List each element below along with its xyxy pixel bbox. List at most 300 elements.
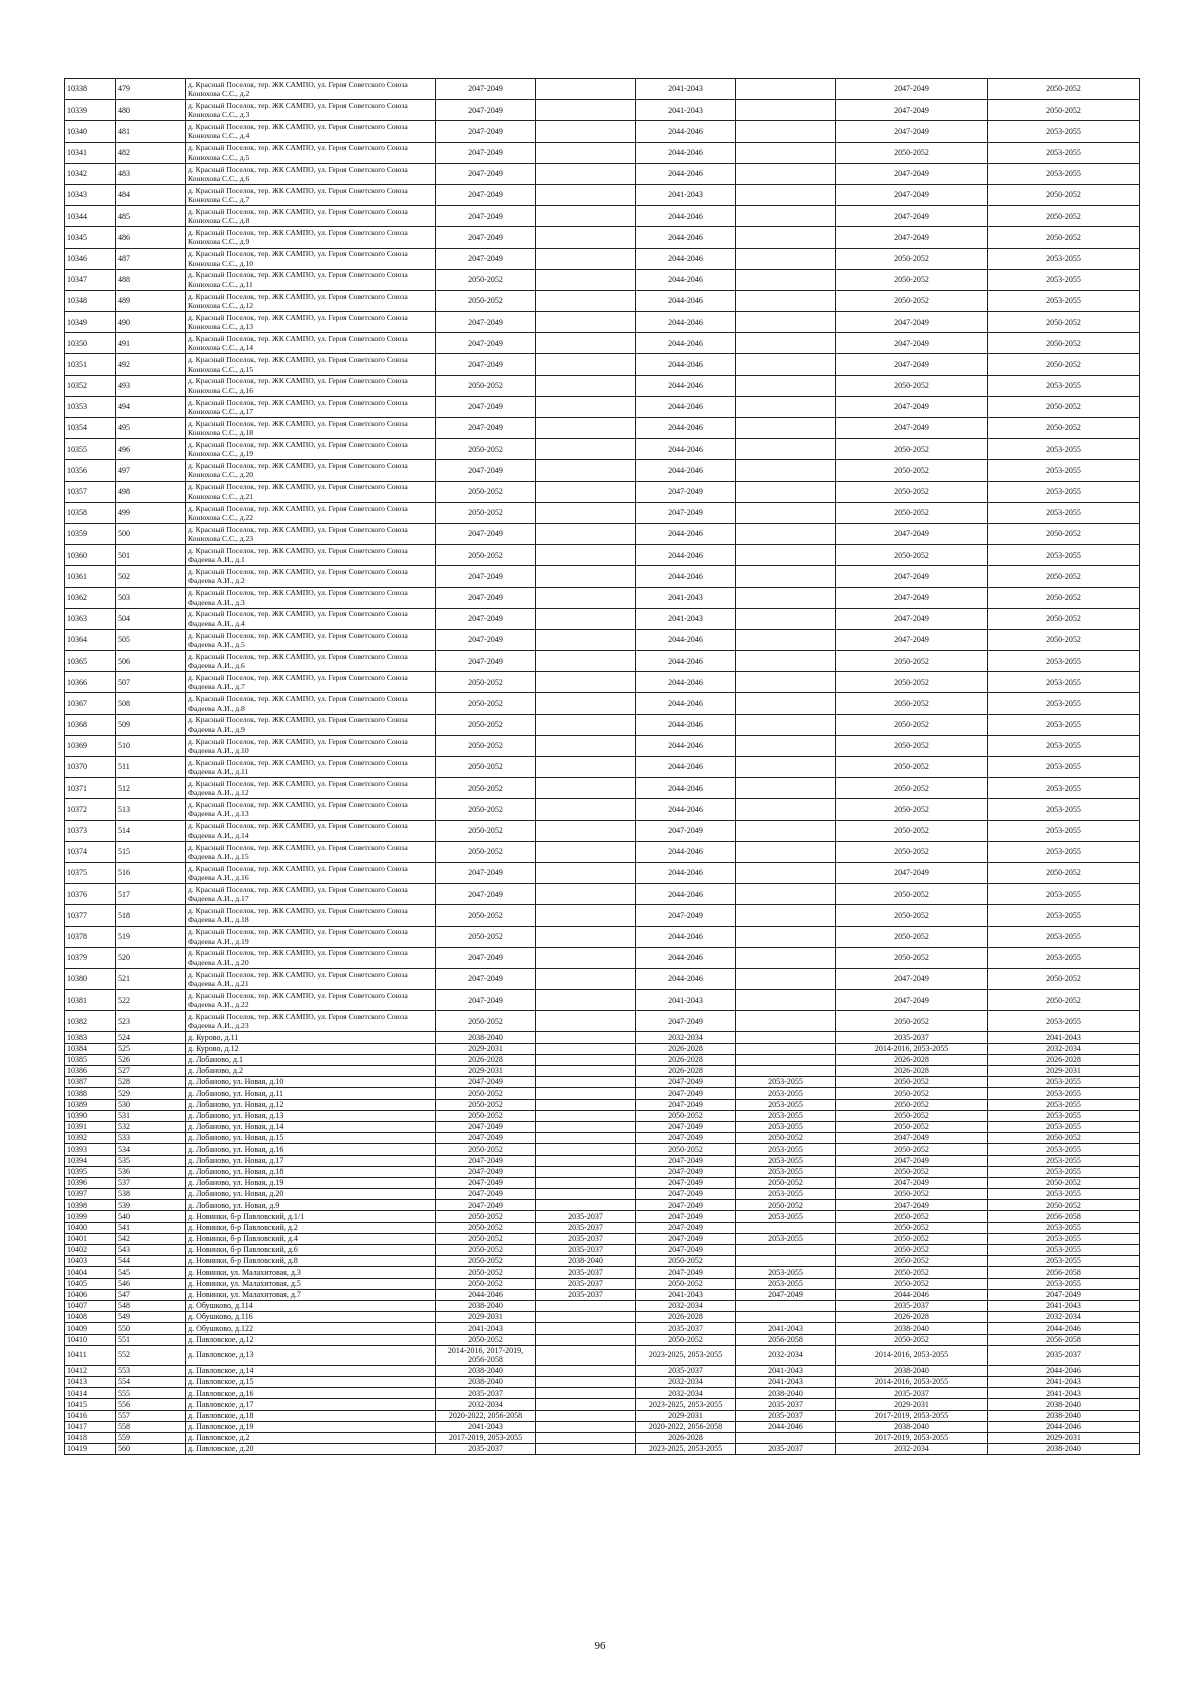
cell-period-e: 2047-2049 xyxy=(836,990,988,1011)
cell-item-number: 541 xyxy=(116,1222,186,1233)
cell-period-b xyxy=(536,1388,636,1399)
cell-period-e: 2014-2016, 2053-2055 xyxy=(836,1377,988,1388)
cell-item-number: 502 xyxy=(116,566,186,587)
table-row xyxy=(65,1444,1140,1455)
cell-row-number: 10402 xyxy=(65,1245,116,1256)
cell-period-f: 2053-2055 xyxy=(988,735,1140,756)
cell-item-number: 537 xyxy=(116,1177,186,1188)
cell-period-e: 2047-2049 xyxy=(836,100,988,121)
cell-item-number: 551 xyxy=(116,1334,186,1345)
cell-period-a: 2047-2049 xyxy=(436,629,536,650)
cell-period-b xyxy=(536,672,636,693)
cell-period-d xyxy=(736,227,836,248)
cell-period-a: 2029-2031 xyxy=(436,1312,536,1323)
cell-period-b xyxy=(536,990,636,1011)
cell-period-b xyxy=(536,206,636,227)
cell-period-a: 2050-2052 xyxy=(436,290,536,311)
cell-period-e: 2050-2052 xyxy=(836,1334,988,1345)
table-row xyxy=(65,481,1140,502)
cell-period-e: 2050-2052 xyxy=(836,778,988,799)
cell-period-a: 2050-2052 xyxy=(436,905,536,926)
cell-period-c: 2044-2046 xyxy=(636,163,736,184)
cell-period-e: 2050-2052 xyxy=(836,1267,988,1278)
cell-period-c: 2047-2049 xyxy=(636,1233,736,1244)
cell-period-e: 2050-2052 xyxy=(836,1211,988,1222)
cell-period-d: 2038-2040 xyxy=(736,1388,836,1399)
cell-period-d xyxy=(736,1300,836,1311)
cell-period-c: 2041-2043 xyxy=(636,184,736,205)
cell-period-a: 2047-2049 xyxy=(436,608,536,629)
cell-period-e: 2050-2052 xyxy=(836,714,988,735)
cell-item-number: 528 xyxy=(116,1077,186,1088)
table-row xyxy=(65,968,1140,989)
cell-period-c: 2047-2049 xyxy=(636,1088,736,1099)
cell-period-c: 2041-2043 xyxy=(636,990,736,1011)
cell-item-number: 553 xyxy=(116,1365,186,1376)
cell-address: д. Красный Поселок, тер. ЖК САМПО, ул. Героя Советского Союза Фадеева А.И., д.22 xyxy=(186,990,436,1011)
cell-period-e: 2047-2049 xyxy=(836,227,988,248)
table-row xyxy=(65,79,1140,100)
cell-period-b xyxy=(536,1323,636,1334)
cell-address: д. Павловское, д.19 xyxy=(186,1421,436,1432)
cell-row-number: 10412 xyxy=(65,1365,116,1376)
cell-period-c: 2047-2049 xyxy=(636,1177,736,1188)
cell-row-number: 10346 xyxy=(65,248,116,269)
cell-period-a: 2050-2052 xyxy=(436,1222,536,1233)
cell-row-number: 10394 xyxy=(65,1155,116,1166)
cell-period-f: 2050-2052 xyxy=(988,587,1140,608)
cell-period-a: 2047-2049 xyxy=(436,1121,536,1132)
table-row xyxy=(65,1110,1140,1121)
cell-period-d: 2053-2055 xyxy=(736,1110,836,1121)
table-row xyxy=(65,1433,1140,1444)
cell-period-e: 2050-2052 xyxy=(836,1144,988,1155)
cell-period-f: 2053-2055 xyxy=(988,290,1140,311)
cell-period-b xyxy=(536,1066,636,1077)
cell-period-b xyxy=(536,375,636,396)
cell-period-b xyxy=(536,439,636,460)
cell-period-a: 2050-2052 xyxy=(436,693,536,714)
cell-address: д. Красный Поселок, тер. ЖК САМПО, ул. Героя Советского Союза Конюхова С.С., д.14 xyxy=(186,333,436,354)
cell-period-b xyxy=(536,714,636,735)
cell-period-c: 2044-2046 xyxy=(636,206,736,227)
cell-period-d: 2053-2055 xyxy=(736,1189,836,1200)
cell-period-a: 2026-2028 xyxy=(436,1054,536,1065)
cell-row-number: 10384 xyxy=(65,1043,116,1054)
cell-period-d xyxy=(736,375,836,396)
table-row xyxy=(65,354,1140,375)
cell-period-e: 2047-2049 xyxy=(836,587,988,608)
cell-item-number: 506 xyxy=(116,651,186,672)
cell-row-number: 10376 xyxy=(65,884,116,905)
table-row xyxy=(65,1088,1140,1099)
cell-address: д. Лобаново, ул. Новая, д.12 xyxy=(186,1099,436,1110)
cell-item-number: 496 xyxy=(116,439,186,460)
cell-period-c: 2047-2049 xyxy=(636,1166,736,1177)
cell-period-c: 2047-2049 xyxy=(636,1133,736,1144)
cell-row-number: 10361 xyxy=(65,566,116,587)
cell-period-f: 2053-2055 xyxy=(988,545,1140,566)
cell-row-number: 10392 xyxy=(65,1133,116,1144)
cell-period-b: 2035-2037 xyxy=(536,1245,636,1256)
cell-period-f: 2053-2055 xyxy=(988,1121,1140,1132)
cell-period-a: 2050-2052 xyxy=(436,1233,536,1244)
cell-item-number: 557 xyxy=(116,1410,186,1421)
cell-period-f: 2053-2055 xyxy=(988,460,1140,481)
cell-period-f: 2050-2052 xyxy=(988,100,1140,121)
cell-period-d xyxy=(736,1032,836,1043)
cell-period-a: 2050-2052 xyxy=(436,1334,536,1345)
table-row xyxy=(65,1300,1140,1311)
cell-row-number: 10399 xyxy=(65,1211,116,1222)
cell-address: д. Красный Поселок, тер. ЖК САМПО, ул. Героя Советского Союза Фадеева А.И., д.13 xyxy=(186,799,436,820)
cell-period-a: 2047-2049 xyxy=(436,1177,536,1188)
cell-period-b: 2035-2037 xyxy=(536,1211,636,1222)
cell-period-a: 2050-2052 xyxy=(436,502,536,523)
cell-period-e: 2050-2052 xyxy=(836,820,988,841)
cell-period-b xyxy=(536,1166,636,1177)
cell-period-b xyxy=(536,1121,636,1132)
cell-period-c: 2047-2049 xyxy=(636,1245,736,1256)
table-row xyxy=(65,1334,1140,1345)
cell-address: д. Обушково, д.114 xyxy=(186,1300,436,1311)
cell-period-c: 2044-2046 xyxy=(636,121,736,142)
cell-item-number: 484 xyxy=(116,184,186,205)
cell-period-e: 2050-2052 xyxy=(836,1077,988,1088)
cell-period-f: 2032-2034 xyxy=(988,1043,1140,1054)
table-row xyxy=(65,545,1140,566)
cell-period-a: 2047-2049 xyxy=(436,1155,536,1166)
cell-row-number: 10348 xyxy=(65,290,116,311)
cell-row-number: 10368 xyxy=(65,714,116,735)
cell-period-d: 2041-2043 xyxy=(736,1365,836,1376)
table-row xyxy=(65,1421,1140,1432)
cell-period-f: 2053-2055 xyxy=(988,439,1140,460)
cell-address: д. Лобаново, ул. Новая, д.14 xyxy=(186,1121,436,1132)
cell-period-e: 2050-2052 xyxy=(836,1222,988,1233)
cell-item-number: 535 xyxy=(116,1155,186,1166)
cell-row-number: 10359 xyxy=(65,523,116,544)
cell-period-e: 2044-2046 xyxy=(836,1289,988,1300)
cell-item-number: 552 xyxy=(116,1345,186,1365)
cell-period-d xyxy=(736,481,836,502)
cell-period-f: 2050-2052 xyxy=(988,354,1140,375)
cell-period-f: 2053-2055 xyxy=(988,1155,1140,1166)
cell-period-b xyxy=(536,481,636,502)
table-row xyxy=(65,163,1140,184)
cell-period-b xyxy=(536,312,636,333)
cell-item-number: 519 xyxy=(116,926,186,947)
cell-row-number: 10366 xyxy=(65,672,116,693)
cell-period-e: 2050-2052 xyxy=(836,841,988,862)
cell-period-c: 2047-2049 xyxy=(636,820,736,841)
cell-period-f: 2053-2055 xyxy=(988,1144,1140,1155)
cell-address: д. Красный Поселок, тер. ЖК САМПО, ул. Героя Советского Союза Конюхова С.С., д.5 xyxy=(186,142,436,163)
table-row xyxy=(65,820,1140,841)
cell-period-a: 2035-2037 xyxy=(436,1388,536,1399)
cell-period-c: 2023-2025, 2053-2055 xyxy=(636,1345,736,1365)
table-row xyxy=(65,1211,1140,1222)
table-row xyxy=(65,651,1140,672)
cell-period-c: 2020-2022, 2056-2058 xyxy=(636,1421,736,1432)
cell-period-e: 2017-2019, 2053-2055 xyxy=(836,1410,988,1421)
cell-period-d xyxy=(736,651,836,672)
cell-period-d xyxy=(736,1256,836,1267)
cell-period-d: 2047-2049 xyxy=(736,1289,836,1300)
cell-item-number: 487 xyxy=(116,248,186,269)
cell-address: д. Лобаново, ул. Новая, д.9 xyxy=(186,1200,436,1211)
cell-period-a: 2050-2052 xyxy=(436,269,536,290)
cell-period-d xyxy=(736,184,836,205)
cell-row-number: 10338 xyxy=(65,79,116,100)
cell-period-f: 2050-2052 xyxy=(988,418,1140,439)
cell-address: д. Обушково, д.116 xyxy=(186,1312,436,1323)
cell-period-c: 2044-2046 xyxy=(636,841,736,862)
cell-period-b xyxy=(536,735,636,756)
cell-address: д. Красный Поселок, тер. ЖК САМПО, ул. Героя Советского Союза Конюхова С.С., д.9 xyxy=(186,227,436,248)
cell-period-e: 2050-2052 xyxy=(836,1110,988,1121)
cell-item-number: 512 xyxy=(116,778,186,799)
cell-period-b xyxy=(536,1133,636,1144)
cell-period-d xyxy=(736,163,836,184)
cell-row-number: 10396 xyxy=(65,1177,116,1188)
cell-period-b xyxy=(536,757,636,778)
cell-period-e: 2050-2052 xyxy=(836,735,988,756)
cell-address: д. Красный Поселок, тер. ЖК САМПО, ул. Героя Советского Союза Фадеева А.И., д.5 xyxy=(186,629,436,650)
cell-period-c: 2047-2049 xyxy=(636,1011,736,1032)
cell-period-c: 2044-2046 xyxy=(636,629,736,650)
cell-item-number: 491 xyxy=(116,333,186,354)
cell-period-e: 2047-2049 xyxy=(836,523,988,544)
cell-period-b xyxy=(536,1200,636,1211)
table-row xyxy=(65,778,1140,799)
cell-row-number: 10416 xyxy=(65,1410,116,1421)
cell-period-d: 2041-2043 xyxy=(736,1323,836,1334)
cell-period-c: 2044-2046 xyxy=(636,375,736,396)
cell-address: д. Красный Поселок, тер. ЖК САМПО, ул. Героя Советского Союза Конюхова С.С., д.22 xyxy=(186,502,436,523)
cell-period-d xyxy=(736,1245,836,1256)
cell-period-e: 2050-2052 xyxy=(836,1099,988,1110)
cell-period-b xyxy=(536,121,636,142)
cell-period-f: 2053-2055 xyxy=(988,714,1140,735)
cell-period-d xyxy=(736,1011,836,1032)
cell-period-a: 2050-2052 xyxy=(436,481,536,502)
cell-period-b: 2035-2037 xyxy=(536,1233,636,1244)
cell-period-d xyxy=(736,290,836,311)
cell-period-e: 2050-2052 xyxy=(836,502,988,523)
cell-period-f: 2053-2055 xyxy=(988,799,1140,820)
table-row xyxy=(65,1144,1140,1155)
cell-item-number: 498 xyxy=(116,481,186,502)
cell-period-c: 2041-2043 xyxy=(636,100,736,121)
cell-row-number: 10355 xyxy=(65,439,116,460)
cell-period-e: 2047-2049 xyxy=(836,1200,988,1211)
table-row xyxy=(65,1345,1140,1365)
cell-period-f: 2053-2055 xyxy=(988,672,1140,693)
cell-period-b xyxy=(536,799,636,820)
table-row xyxy=(65,1155,1140,1166)
cell-period-a: 2038-2040 xyxy=(436,1032,536,1043)
cell-item-number: 530 xyxy=(116,1099,186,1110)
cell-row-number: 10413 xyxy=(65,1377,116,1388)
cell-period-f: 2050-2052 xyxy=(988,333,1140,354)
cell-address: д. Красный Поселок, тер. ЖК САМПО, ул. Героя Советского Союза Фадеева А.И., д.21 xyxy=(186,968,436,989)
cell-item-number: 480 xyxy=(116,100,186,121)
cell-period-d: 2053-2055 xyxy=(736,1121,836,1132)
table-row xyxy=(65,121,1140,142)
cell-period-a: 2020-2022, 2056-2058 xyxy=(436,1410,536,1421)
cell-period-e: 2047-2049 xyxy=(836,333,988,354)
cell-period-b: 2035-2037 xyxy=(536,1289,636,1300)
cell-period-a: 2041-2043 xyxy=(436,1421,536,1432)
table-row xyxy=(65,1043,1140,1054)
cell-period-f: 2053-2055 xyxy=(988,1245,1140,1256)
cell-period-a: 2047-2049 xyxy=(436,354,536,375)
cell-period-c: 2023-2025, 2053-2055 xyxy=(636,1444,736,1455)
cell-row-number: 10387 xyxy=(65,1077,116,1088)
cell-period-f: 2050-2052 xyxy=(988,968,1140,989)
table-row xyxy=(65,1189,1140,1200)
cell-address: д. Красный Поселок, тер. ЖК САМПО, ул. Героя Советского Союза Конюхова С.С., д.2 xyxy=(186,79,436,100)
cell-period-b xyxy=(536,1110,636,1121)
table-row xyxy=(65,990,1140,1011)
cell-period-f: 2056-2058 xyxy=(988,1267,1140,1278)
cell-item-number: 481 xyxy=(116,121,186,142)
cell-period-e: 2047-2049 xyxy=(836,121,988,142)
cell-period-b xyxy=(536,418,636,439)
cell-period-d xyxy=(736,926,836,947)
cell-period-f: 2026-2028 xyxy=(988,1054,1140,1065)
cell-period-c: 2026-2028 xyxy=(636,1043,736,1054)
cell-period-f: 2050-2052 xyxy=(988,1177,1140,1188)
cell-address: д. Павловское, д.13 xyxy=(186,1345,436,1365)
cell-address: д. Лобаново, ул. Новая, д.18 xyxy=(186,1166,436,1177)
cell-period-b xyxy=(536,1011,636,1032)
cell-period-a: 2047-2049 xyxy=(436,651,536,672)
cell-address: д. Красный Поселок, тер. ЖК САМПО, ул. Героя Советского Союза Фадеева А.И., д.17 xyxy=(186,884,436,905)
cell-period-d xyxy=(736,968,836,989)
cell-item-number: 505 xyxy=(116,629,186,650)
cell-period-e: 2050-2052 xyxy=(836,290,988,311)
table-row xyxy=(65,502,1140,523)
cell-period-e: 2029-2031 xyxy=(836,1399,988,1410)
cell-period-b xyxy=(536,587,636,608)
cell-address: д. Лобаново, ул. Новая, д.15 xyxy=(186,1133,436,1144)
cell-period-e: 2050-2052 xyxy=(836,269,988,290)
cell-item-number: 489 xyxy=(116,290,186,311)
cell-row-number: 10356 xyxy=(65,460,116,481)
cell-period-e: 2050-2052 xyxy=(836,947,988,968)
cell-period-c: 2044-2046 xyxy=(636,460,736,481)
cell-address: д. Красный Поселок, тер. ЖК САМПО, ул. Героя Советского Союза Фадеева А.И., д.12 xyxy=(186,778,436,799)
cell-period-d: 2053-2055 xyxy=(736,1166,836,1177)
cell-period-e: 2047-2049 xyxy=(836,1177,988,1188)
cell-row-number: 10362 xyxy=(65,587,116,608)
cell-period-c: 2047-2049 xyxy=(636,1211,736,1222)
cell-address: д. Красный Поселок, тер. ЖК САМПО, ул. Героя Советского Союза Конюхова С.С., д.10 xyxy=(186,248,436,269)
cell-period-f: 2050-2052 xyxy=(988,990,1140,1011)
cell-period-e: 2047-2049 xyxy=(836,418,988,439)
cell-row-number: 10410 xyxy=(65,1334,116,1345)
cell-period-a: 2035-2037 xyxy=(436,1444,536,1455)
cell-period-f: 2044-2046 xyxy=(988,1365,1140,1376)
cell-period-d: 2053-2055 xyxy=(736,1233,836,1244)
cell-item-number: 513 xyxy=(116,799,186,820)
cell-row-number: 10353 xyxy=(65,396,116,417)
cell-period-d: 2053-2055 xyxy=(736,1088,836,1099)
cell-period-c: 2026-2028 xyxy=(636,1312,736,1323)
cell-period-d: 2032-2034 xyxy=(736,1345,836,1365)
cell-period-c: 2026-2028 xyxy=(636,1433,736,1444)
cell-item-number: 549 xyxy=(116,1312,186,1323)
cell-period-c: 2050-2052 xyxy=(636,1278,736,1289)
cell-period-e: 2047-2049 xyxy=(836,206,988,227)
cell-period-d: 2050-2052 xyxy=(736,1133,836,1144)
cell-period-c: 2047-2049 xyxy=(636,1155,736,1166)
cell-period-f: 2053-2055 xyxy=(988,1222,1140,1233)
cell-period-a: 2038-2040 xyxy=(436,1300,536,1311)
cell-period-b xyxy=(536,926,636,947)
cell-address: д. Красный Поселок, тер. ЖК САМПО, ул. Героя Советского Союза Конюхова С.С., д.16 xyxy=(186,375,436,396)
cell-period-c: 2035-2037 xyxy=(636,1323,736,1334)
cell-period-a: 2047-2049 xyxy=(436,142,536,163)
cell-item-number: 555 xyxy=(116,1388,186,1399)
cell-period-d: 2056-2058 xyxy=(736,1334,836,1345)
cell-period-f: 2050-2052 xyxy=(988,312,1140,333)
cell-period-f: 2041-2043 xyxy=(988,1388,1140,1399)
cell-period-d xyxy=(736,79,836,100)
cell-period-e: 2017-2019, 2053-2055 xyxy=(836,1433,988,1444)
cell-period-c: 2047-2049 xyxy=(636,1099,736,1110)
cell-address: д. Красный Поселок, тер. ЖК САМПО, ул. Героя Советского Союза Конюхова С.С., д.20 xyxy=(186,460,436,481)
cell-period-b xyxy=(536,248,636,269)
cell-row-number: 10352 xyxy=(65,375,116,396)
cell-row-number: 10385 xyxy=(65,1054,116,1065)
cell-period-c: 2023-2025, 2053-2055 xyxy=(636,1399,736,1410)
cell-period-a: 2050-2052 xyxy=(436,672,536,693)
table-row xyxy=(65,926,1140,947)
cell-period-c: 2044-2046 xyxy=(636,439,736,460)
cell-address: д. Красный Поселок, тер. ЖК САМПО, ул. Героя Советского Союза Конюхова С.С., д.12 xyxy=(186,290,436,311)
cell-row-number: 10357 xyxy=(65,481,116,502)
table-row xyxy=(65,1054,1140,1065)
cell-item-number: 546 xyxy=(116,1278,186,1289)
table-row xyxy=(65,714,1140,735)
cell-address: д. Красный Поселок, тер. ЖК САМПО, ул. Героя Советского Союза Конюхова С.С., д.21 xyxy=(186,481,436,502)
table-row xyxy=(65,142,1140,163)
cell-address: д. Красный Поселок, тер. ЖК САМПО, ул. Героя Советского Союза Фадеева А.И., д.15 xyxy=(186,841,436,862)
cell-row-number: 10381 xyxy=(65,990,116,1011)
cell-period-d xyxy=(736,312,836,333)
cell-period-e: 2026-2028 xyxy=(836,1312,988,1323)
cell-period-b xyxy=(536,100,636,121)
cell-period-a: 2050-2052 xyxy=(436,1267,536,1278)
cell-period-b: 2035-2037 xyxy=(536,1267,636,1278)
cell-period-e: 2047-2049 xyxy=(836,312,988,333)
cell-period-f: 2053-2055 xyxy=(988,757,1140,778)
cell-period-b xyxy=(536,163,636,184)
cell-period-f: 2050-2052 xyxy=(988,184,1140,205)
cell-period-d xyxy=(736,121,836,142)
cell-period-d xyxy=(736,672,836,693)
table-row xyxy=(65,290,1140,311)
cell-period-f: 2050-2052 xyxy=(988,227,1140,248)
cell-period-b: 2035-2037 xyxy=(536,1278,636,1289)
cell-row-number: 10391 xyxy=(65,1121,116,1132)
cell-period-b xyxy=(536,693,636,714)
cell-period-c: 2044-2046 xyxy=(636,757,736,778)
cell-period-c: 2041-2043 xyxy=(636,79,736,100)
